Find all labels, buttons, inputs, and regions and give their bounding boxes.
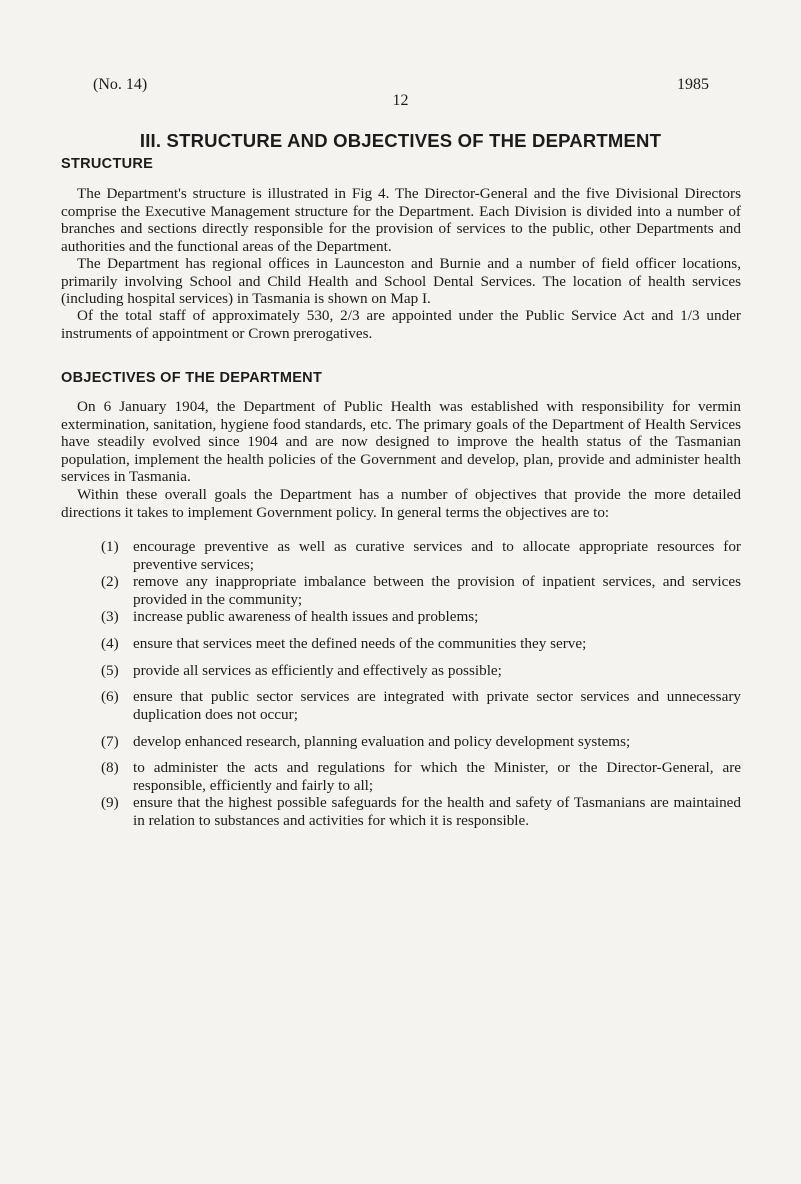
item-text: ensure that the highest possible safeguards for the health and safety of Tasmanians are maintained in relation to substances and activities for which it is responsible. [133,794,741,829]
item-text: develop enhanced research, planning evaluation and policy development systems; [133,733,631,750]
document-number: (No. 14) [93,76,148,93]
item-text: ensure that services meet the defined needs of the communities they serve; [133,635,587,652]
item-text: provide all services as efficiently and effectively as possible; [133,662,502,679]
item-text: ensure that public sector services are integrated with private sector services and unnecessary duplication does not occur; [133,688,741,723]
list-item [101,538,741,573]
item-number: (9) [101,794,119,811]
item-text: encourage preventive as well as curative services and to allocate appropriate resources for preventive services; [133,538,741,573]
section-title: III. STRUCTURE AND OBJECTIVES OF THE DEPARTMENT [139,130,662,151]
item-number: (1) [101,538,119,555]
list-item [101,733,741,751]
list-item [101,759,741,794]
item-number: (5) [101,662,119,679]
structure-paragraph: Of the total staff of approximately 530, 2/3 are appointed under the Public Service Act and 1/3 under instruments of appointment or Crown prerogatives. [61,307,741,342]
list-item [101,662,741,680]
item-text: to administer the acts and regulations for which the Minister, or the Director-General, are responsible, efficiently and fairly to all; [133,759,741,794]
item-number: (6) [101,688,119,705]
objectives-paragraph: On 6 January 1904, the Department of Public Health was established with responsibility for vermin extermination, sanitation, hygiene food standards, etc. The primary goals of the Department of Health Services have steadily evolved since 1904 and are now designed to improve the health status of the Tasmanian population, implement the health policies of the Government and develop, plan, provide and administer health services in Tasmania. [61,398,741,485]
list-item [101,608,741,626]
item-number: (7) [101,733,119,750]
list-item [101,635,741,653]
structure-paragraph: The Department's structure is illustrated in Fig 4. The Director-General and the five Divisional Directors comprise the Executive Management structure for the Department. Each Division is divided into a number of branches and sections directly responsible for the provision of services to the public, other Departments and authorities and the functional areas of the Department. [61,185,741,255]
structure-heading: STRUCTURE [61,156,154,172]
document-year: 1985 [677,76,709,93]
list-item [101,794,741,829]
structure-paragraph: The Department has regional offices in Launceston and Burnie and a number of field officer locations, primarily involving School and Child Health and School Dental Services. The location of health services (including hospital services) in Tasmania is shown on Map I. [61,255,741,307]
item-number: (4) [101,635,119,652]
item-number: (8) [101,759,119,776]
item-text: increase public awareness of health issues and problems; [133,608,479,625]
objectives-paragraph: Within these overall goals the Department has a number of objectives that provide the more detailed directions it takes to implement Government policy. In general terms the objectives are to: [61,486,741,521]
objectives-heading: OBJECTIVES OF THE DEPARTMENT [61,370,323,386]
item-text: remove any inappropriate imbalance between the provision of inpatient services, and services provided in the community; [133,573,741,608]
item-number: (3) [101,608,119,625]
item-number: (2) [101,573,119,590]
list-item [101,688,741,723]
list-item [101,573,741,608]
page-number: 12 [392,92,409,109]
